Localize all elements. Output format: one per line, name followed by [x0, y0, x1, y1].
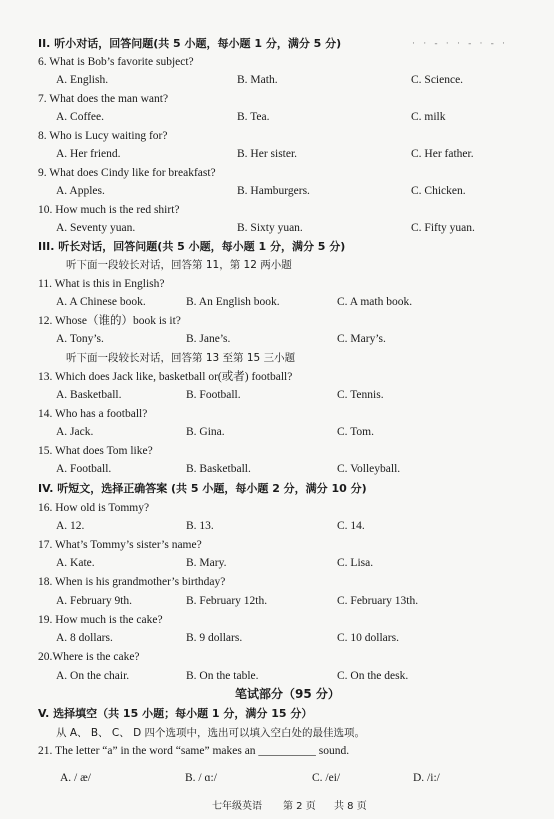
question-13: 13. Which does Jack like, basketball or(或者) football? — [38, 371, 293, 383]
option-14a: A. Jack. — [56, 426, 94, 438]
option-12c: C. Mary’s. — [337, 333, 386, 345]
option-10c: C. Fifty yuan. — [411, 222, 475, 234]
option-6c: C. Science. — [411, 74, 464, 86]
question-12: 12. Whose（谁的）book is it? — [38, 315, 181, 327]
option-20a: A. On the chair. — [56, 670, 130, 682]
option-14b: B. Gina. — [186, 426, 225, 438]
option-11b: B. An English book. — [186, 296, 280, 308]
option-18c: C. February 13th. — [337, 595, 419, 607]
option-16c: C. 14. — [337, 520, 365, 532]
option-8a: A. Her friend. — [56, 148, 121, 160]
option-9c: C. Chicken. — [411, 185, 466, 197]
option-19a: A. 8 dollars. — [56, 632, 113, 644]
section-5-instruction: 从 A、 B、 C、 D 四个选项中，选出可以填入空白处的最佳选项。 — [56, 727, 365, 739]
option-7b: B. Tea. — [237, 111, 270, 123]
written-part-title: 笔试部分（95 分） — [235, 687, 340, 701]
option-6a: A. English. — [56, 74, 109, 86]
option-14c: C. Tom. — [337, 426, 375, 438]
question-21: 21. The letter “a” in the word “same” makes an __________ sound. — [38, 745, 350, 757]
question-14: 14. Who has a football? — [38, 408, 148, 420]
section-5-heading: V. 选择填空（共 15 小题；每小题 1 分，满分 15 分） — [38, 707, 313, 720]
option-21a: A. / æ/ — [60, 772, 91, 784]
section-4-heading: IV. 听短文，选择正确答案 (共 5 小题，每小题 2 分，满分 10 分) — [38, 482, 367, 495]
section-2-heading: II. 听小对话，回答问题(共 5 小题，每小题 1 分，满分 5 分) — [38, 37, 342, 50]
scan-specks: · · - · · - · - · — [412, 38, 508, 48]
option-20c: C. On the desk. — [337, 670, 409, 682]
option-19b: B. 9 dollars. — [186, 632, 243, 644]
question-9: 9. What does Cindy like for breakfast? — [38, 167, 216, 179]
option-21d: D. /i:/ — [413, 772, 440, 784]
footer-grade-subject: 七年级英语 — [212, 801, 262, 812]
option-15a: A. Football. — [56, 463, 112, 475]
option-12b: B. Jane’s. — [186, 333, 231, 345]
option-17c: C. Lisa. — [337, 557, 374, 569]
option-7c: C. milk — [411, 111, 446, 123]
option-15b: B. Basketball. — [186, 463, 251, 475]
footer-page-number: 第 2 页 — [283, 801, 316, 812]
section-3-heading: III. 听长对话，回答问题(共 5 小题，每小题 1 分，满分 5 分) — [38, 240, 346, 253]
question-6: 6. What is Bob’s favorite subject? — [38, 56, 194, 68]
question-17: 17. What’s Tommy’s sister’s name? — [38, 539, 202, 551]
option-13c: C. Tennis. — [337, 389, 384, 401]
option-18a: A. February 9th. — [56, 595, 133, 607]
footer-total-pages: 共 8 页 — [334, 801, 367, 812]
option-7a: A. Coffee. — [56, 111, 105, 123]
option-9b: B. Hamburgers. — [237, 185, 310, 197]
question-11: 11. What is this in English? — [38, 278, 165, 290]
question-16: 16. How old is Tommy? — [38, 502, 150, 514]
section-3-sub-2: 听下面一段较长对话，回答第 13 至第 15 三小题 — [66, 352, 296, 364]
question-15: 15. What does Tom like? — [38, 445, 153, 457]
option-10b: B. Sixty yuan. — [237, 222, 303, 234]
option-16a: A. 12. — [56, 520, 85, 532]
option-21c: C. /ei/ — [312, 772, 341, 784]
option-9a: A. Apples. — [56, 185, 105, 197]
option-11a: A. A Chinese book. — [56, 296, 146, 308]
option-12a: A. Tony’s. — [56, 333, 104, 345]
option-17a: A. Kate. — [56, 557, 95, 569]
question-10: 10. How much is the red shirt? — [38, 204, 180, 216]
option-8b: B. Her sister. — [237, 148, 298, 160]
option-15c: C. Volleyball. — [337, 463, 401, 475]
option-17b: B. Mary. — [186, 557, 227, 569]
option-13a: A. Basketball. — [56, 389, 122, 401]
option-21b: B. / ɑ:/ — [185, 772, 217, 784]
option-19c: C. 10 dollars. — [337, 632, 399, 644]
option-18b: B. February 12th. — [186, 595, 268, 607]
question-8: 8. Who is Lucy waiting for? — [38, 130, 168, 142]
question-7: 7. What does the man want? — [38, 93, 169, 105]
option-10a: A. Seventy yuan. — [56, 222, 136, 234]
option-6b: B. Math. — [237, 74, 278, 86]
option-8c: C. Her father. — [411, 148, 474, 160]
question-20: 20.Where is the cake? — [38, 651, 140, 663]
option-11c: C. A math book. — [337, 296, 413, 308]
question-18: 18. When is his grandmother’s birthday? — [38, 576, 226, 588]
section-3-sub-1: 听下面一段较长对话，回答第 11，第 12 两小题 — [66, 259, 292, 271]
option-16b: B. 13. — [186, 520, 214, 532]
option-13b: B. Football. — [186, 389, 241, 401]
question-19: 19. How much is the cake? — [38, 614, 163, 626]
option-20b: B. On the table. — [186, 670, 259, 682]
